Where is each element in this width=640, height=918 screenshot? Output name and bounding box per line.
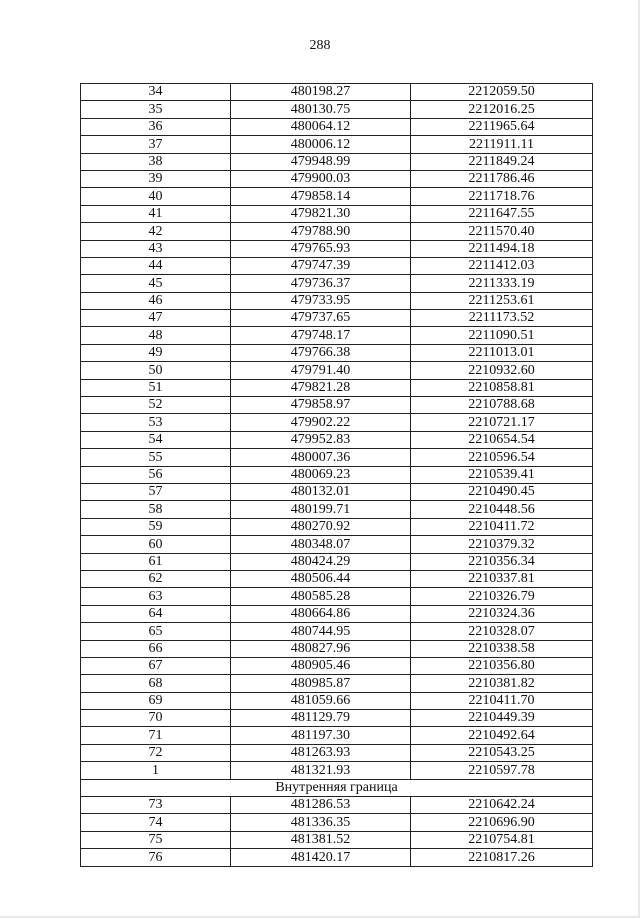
- point-number-cell: 46: [81, 292, 231, 309]
- x-coordinate-cell: 481420.17: [231, 849, 411, 866]
- x-coordinate-cell: 479737.65: [231, 310, 411, 327]
- point-number-cell: 57: [81, 483, 231, 500]
- x-coordinate-cell: 479736.37: [231, 275, 411, 292]
- x-coordinate-cell: 480985.87: [231, 675, 411, 692]
- y-coordinate-cell: 2210328.07: [411, 623, 593, 640]
- point-number-cell: 56: [81, 466, 231, 483]
- table-row: [81, 170, 593, 187]
- point-number-cell: 71: [81, 727, 231, 744]
- y-coordinate-cell: 2210696.90: [411, 814, 593, 831]
- table-row: [81, 240, 593, 257]
- y-coordinate-cell: 2210539.41: [411, 466, 593, 483]
- point-number-cell: 62: [81, 570, 231, 587]
- point-number-cell: 64: [81, 605, 231, 622]
- y-coordinate-cell: 2210338.58: [411, 640, 593, 657]
- table-row: [81, 797, 593, 814]
- y-coordinate-cell: 2211786.46: [411, 170, 593, 187]
- point-number-cell: 48: [81, 327, 231, 344]
- y-coordinate-cell: 2212059.50: [411, 84, 593, 101]
- section-divider: [81, 779, 593, 796]
- point-number-cell: 75: [81, 831, 231, 848]
- x-coordinate-cell: 481286.53: [231, 797, 411, 814]
- x-coordinate-cell: 479791.40: [231, 362, 411, 379]
- table-row: [81, 501, 593, 518]
- y-coordinate-cell: 2211849.24: [411, 153, 593, 170]
- y-coordinate-cell: 2210654.54: [411, 431, 593, 448]
- point-number-cell: 42: [81, 223, 231, 240]
- point-number-cell: 65: [81, 623, 231, 640]
- point-number-cell: 55: [81, 449, 231, 466]
- y-coordinate-cell: 2210379.32: [411, 536, 593, 553]
- table-row: [81, 692, 593, 709]
- coordinates-rows-outer: [81, 84, 593, 780]
- table-row: [81, 257, 593, 274]
- y-coordinate-cell: 2210642.24: [411, 797, 593, 814]
- y-coordinate-cell: 2210596.54: [411, 449, 593, 466]
- table-row: [81, 136, 593, 153]
- x-coordinate-cell: 480064.12: [231, 118, 411, 135]
- x-coordinate-cell: 479765.93: [231, 240, 411, 257]
- point-number-cell: 53: [81, 414, 231, 431]
- x-coordinate-cell: 481263.93: [231, 744, 411, 761]
- x-coordinate-cell: 480348.07: [231, 536, 411, 553]
- y-coordinate-cell: 2210492.64: [411, 727, 593, 744]
- x-coordinate-cell: 479821.28: [231, 379, 411, 396]
- table-row: [81, 849, 593, 866]
- point-number-cell: 63: [81, 588, 231, 605]
- table-row: [81, 292, 593, 309]
- point-number-cell: 40: [81, 188, 231, 205]
- table-row: [81, 379, 593, 396]
- y-coordinate-cell: 2210324.36: [411, 605, 593, 622]
- table-row: [81, 640, 593, 657]
- point-number-cell: 35: [81, 101, 231, 118]
- point-number-cell: 76: [81, 849, 231, 866]
- point-number-cell: 72: [81, 744, 231, 761]
- point-number-cell: 49: [81, 344, 231, 361]
- y-coordinate-cell: 2210411.72: [411, 518, 593, 535]
- x-coordinate-cell: 480905.46: [231, 657, 411, 674]
- y-coordinate-cell: 2210337.81: [411, 570, 593, 587]
- table-row: [81, 814, 593, 831]
- y-coordinate-cell: 2211412.03: [411, 257, 593, 274]
- page-number: 288: [309, 38, 331, 53]
- point-number-cell: 47: [81, 310, 231, 327]
- y-coordinate-cell: 2211333.19: [411, 275, 593, 292]
- table-row: [81, 118, 593, 135]
- x-coordinate-cell: 480585.28: [231, 588, 411, 605]
- table-row: [81, 449, 593, 466]
- x-coordinate-cell: 481197.30: [231, 727, 411, 744]
- point-number-cell: 50: [81, 362, 231, 379]
- x-coordinate-cell: 479858.97: [231, 397, 411, 414]
- y-coordinate-cell: 2210788.68: [411, 397, 593, 414]
- x-coordinate-cell: 479902.22: [231, 414, 411, 431]
- y-coordinate-cell: 2210449.39: [411, 710, 593, 727]
- x-coordinate-cell: 480744.95: [231, 623, 411, 640]
- x-coordinate-cell: 479748.17: [231, 327, 411, 344]
- table-row: [81, 327, 593, 344]
- x-coordinate-cell: 480006.12: [231, 136, 411, 153]
- y-coordinate-cell: 2211494.18: [411, 240, 593, 257]
- x-coordinate-cell: 481129.79: [231, 710, 411, 727]
- table-row: [81, 362, 593, 379]
- table-row: [81, 275, 593, 292]
- table-row: [81, 623, 593, 640]
- y-coordinate-cell: 2211173.52: [411, 310, 593, 327]
- point-number-cell: 51: [81, 379, 231, 396]
- x-coordinate-cell: 481381.52: [231, 831, 411, 848]
- table-row: [81, 466, 593, 483]
- y-coordinate-cell: 2211911.11: [411, 136, 593, 153]
- point-number-cell: 73: [81, 797, 231, 814]
- table-row: [81, 84, 593, 101]
- x-coordinate-cell: 480069.23: [231, 466, 411, 483]
- x-coordinate-cell: 479733.95: [231, 292, 411, 309]
- y-coordinate-cell: 2212016.25: [411, 101, 593, 118]
- table-row: [81, 536, 593, 553]
- x-coordinate-cell: 479747.39: [231, 257, 411, 274]
- point-number-cell: 39: [81, 170, 231, 187]
- point-number-cell: 66: [81, 640, 231, 657]
- table-row: [81, 553, 593, 570]
- x-coordinate-cell: 479952.83: [231, 431, 411, 448]
- y-coordinate-cell: 2210411.70: [411, 692, 593, 709]
- y-coordinate-cell: 2211965.64: [411, 118, 593, 135]
- y-coordinate-cell: 2210356.34: [411, 553, 593, 570]
- point-number-cell: 36: [81, 118, 231, 135]
- y-coordinate-cell: 2210543.25: [411, 744, 593, 761]
- x-coordinate-cell: 480827.96: [231, 640, 411, 657]
- x-coordinate-cell: 479821.30: [231, 205, 411, 222]
- table-row: [81, 831, 593, 848]
- table-row: [81, 727, 593, 744]
- point-number-cell: 52: [81, 397, 231, 414]
- point-number-cell: 38: [81, 153, 231, 170]
- x-coordinate-cell: 480198.27: [231, 84, 411, 101]
- y-coordinate-cell: 2210858.81: [411, 379, 593, 396]
- table-row: [81, 310, 593, 327]
- coordinates-table: [80, 83, 593, 867]
- table-row: [81, 570, 593, 587]
- coordinates-rows-inner: [81, 797, 593, 867]
- section-row: [81, 779, 593, 796]
- y-coordinate-cell: 2211647.55: [411, 205, 593, 222]
- table-row: [81, 483, 593, 500]
- x-coordinate-cell: 479788.90: [231, 223, 411, 240]
- x-coordinate-cell: 479766.38: [231, 344, 411, 361]
- table-row: [81, 397, 593, 414]
- y-coordinate-cell: 2210932.60: [411, 362, 593, 379]
- x-coordinate-cell: 479858.14: [231, 188, 411, 205]
- point-number-cell: 44: [81, 257, 231, 274]
- point-number-cell: 45: [81, 275, 231, 292]
- y-coordinate-cell: 2210597.78: [411, 762, 593, 779]
- point-number-cell: 59: [81, 518, 231, 535]
- x-coordinate-cell: 480132.01: [231, 483, 411, 500]
- section-label: Внутренняя граница: [81, 779, 593, 796]
- point-number-cell: 43: [81, 240, 231, 257]
- table-row: [81, 153, 593, 170]
- point-number-cell: 34: [81, 84, 231, 101]
- y-coordinate-cell: 2210381.82: [411, 675, 593, 692]
- table-row: [81, 762, 593, 779]
- table-row: [81, 657, 593, 674]
- point-number-cell: 58: [81, 501, 231, 518]
- point-number-cell: 60: [81, 536, 231, 553]
- x-coordinate-cell: 481336.35: [231, 814, 411, 831]
- x-coordinate-cell: 480007.36: [231, 449, 411, 466]
- table-row: [81, 344, 593, 361]
- table-row: [81, 101, 593, 118]
- y-coordinate-cell: 2210721.17: [411, 414, 593, 431]
- point-number-cell: 70: [81, 710, 231, 727]
- table-row: [81, 431, 593, 448]
- y-coordinate-cell: 2211570.40: [411, 223, 593, 240]
- y-coordinate-cell: 2211253.61: [411, 292, 593, 309]
- point-number-cell: 69: [81, 692, 231, 709]
- x-coordinate-cell: 481059.66: [231, 692, 411, 709]
- table-row: [81, 588, 593, 605]
- y-coordinate-cell: 2211013.01: [411, 344, 593, 361]
- x-coordinate-cell: 479948.99: [231, 153, 411, 170]
- x-coordinate-cell: 480199.71: [231, 501, 411, 518]
- x-coordinate-cell: 480664.86: [231, 605, 411, 622]
- table-row: [81, 518, 593, 535]
- x-coordinate-cell: 480130.75: [231, 101, 411, 118]
- y-coordinate-cell: 2210754.81: [411, 831, 593, 848]
- y-coordinate-cell: 2210490.45: [411, 483, 593, 500]
- y-coordinate-cell: 2210356.80: [411, 657, 593, 674]
- y-coordinate-cell: 2211090.51: [411, 327, 593, 344]
- x-coordinate-cell: 480270.92: [231, 518, 411, 535]
- y-coordinate-cell: 2210326.79: [411, 588, 593, 605]
- point-number-cell: 74: [81, 814, 231, 831]
- point-number-cell: 61: [81, 553, 231, 570]
- table-row: [81, 744, 593, 761]
- table-row: [81, 710, 593, 727]
- x-coordinate-cell: 481321.93: [231, 762, 411, 779]
- point-number-cell: 54: [81, 431, 231, 448]
- point-number-cell: 1: [81, 762, 231, 779]
- table-row: [81, 188, 593, 205]
- table-row: [81, 205, 593, 222]
- y-coordinate-cell: 2211718.76: [411, 188, 593, 205]
- table-row: [81, 675, 593, 692]
- point-number-cell: 67: [81, 657, 231, 674]
- table-row: [81, 223, 593, 240]
- y-coordinate-cell: 2210817.26: [411, 849, 593, 866]
- point-number-cell: 41: [81, 205, 231, 222]
- x-coordinate-cell: 479900.03: [231, 170, 411, 187]
- y-coordinate-cell: 2210448.56: [411, 501, 593, 518]
- table-row: [81, 605, 593, 622]
- table-row: [81, 414, 593, 431]
- point-number-cell: 68: [81, 675, 231, 692]
- x-coordinate-cell: 480424.29: [231, 553, 411, 570]
- x-coordinate-cell: 480506.44: [231, 570, 411, 587]
- point-number-cell: 37: [81, 136, 231, 153]
